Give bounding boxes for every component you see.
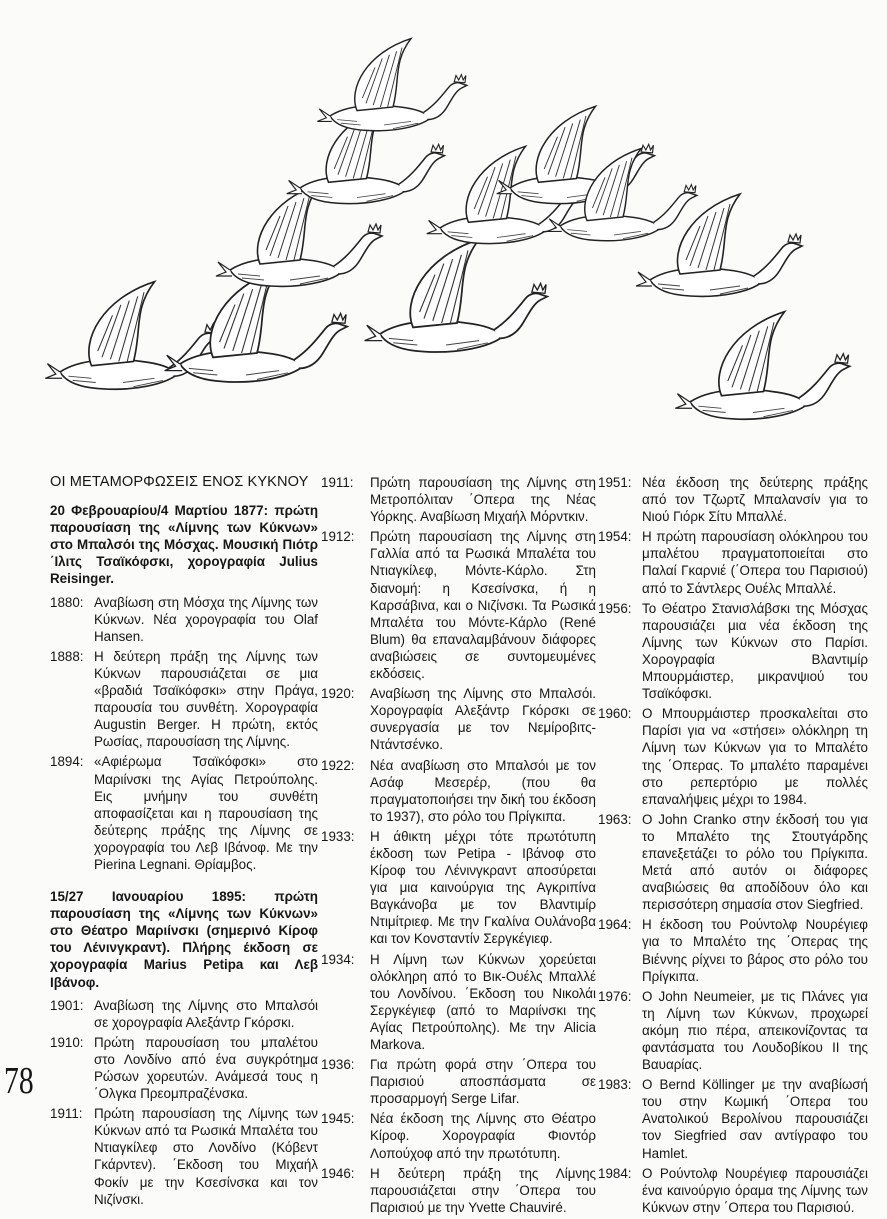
timeline-entry xyxy=(598,600,868,703)
entry-text: Η δεύτερη πράξη της Λίμνης παρουσιάζεται στην ΄Οπερα του Παρισιού με την Yvette Chauviré. xyxy=(370,1165,596,1215)
timeline-entry xyxy=(598,1076,868,1161)
entry-text: Αναβίωση της Λίμνης στο Μπαλσόι σε χορογραφία Αλεξάντρ Γκόρσκι. xyxy=(94,997,318,1030)
entry-text: Πρώτη παρουσίαση της Λίμνης στη Μετροπόλιταν ΄Οπερα της Νέας Υόρκης. Αναβίωση Μιχαήλ Μόρντκιν. xyxy=(370,475,596,525)
entry-text: Πρώτη παρουσίαση του μπαλέτου στο Λονδίνο από ένα συγκρότημα Ρώσων χορευτών. Ανάμεσά τους η ΄Ολγκα Πρεομπραζένσκα. xyxy=(94,1034,318,1102)
timeline-entry xyxy=(50,997,318,1031)
entry-year: 1964: xyxy=(598,917,632,933)
entry-year: 1888: xyxy=(50,648,84,664)
timeline-entry xyxy=(50,648,318,751)
timeline-entry xyxy=(321,1056,596,1107)
entry-text: Ο Μπουρμάιστερ προσκαλείται στο Παρίσι για να «στήσει» ολόκληρη τη Λίμνη των Κύκνων για το Μπαλέτο της ΄Οπερας. Το μπαλέτο παραμένει στο ρεπερτόριο με πολλές επαναλήψεις μέχρι το 1984. xyxy=(642,706,868,807)
timeline-list-1 xyxy=(50,594,318,874)
entry-year: 1911: xyxy=(321,475,354,490)
column-2 xyxy=(321,474,596,1219)
entry-year: 1951: xyxy=(598,475,632,490)
timeline-entry xyxy=(598,988,868,1073)
entry-text: Πρώτη παρουσίαση της Λίμνης των Κύκνων από τα Ρωσικά Μπαλέτα του Ντιαγκίλεφ στο Λονδίνο (Κόβεντ Γκάρντεν). ΄Εκδοση του Μιχαήλ Φοκίν με την Κσεσίνσκα και τον Νιζίνσκι. xyxy=(94,1106,318,1207)
entry-text: Ο John Neumeier, με τις Πλάνες για τη Λίμνη των Κύκνων, προχωρεί ακόμη πιο πέρα, απεικονίζοντας τα φαντάσματα του Λουδοβίκου ΙΙ της Βαυαρίας. xyxy=(642,988,868,1073)
entry-text: Ο Ρούντολφ Νουρέγιεφ παρουσιάζει ένα καινούργιο όραμα της Λίμνης των Κύκνων στην ΄Οπερα του Παρισιού. xyxy=(642,1165,868,1215)
entry-text: Η δεύτερη πράξη της Λίμνης των Κύκνων παρουσιάζεται σε μια «βραδιά Τσαϊκόφσκι» στην Πράγα, παρουσία του συνθέτη. Χορογραφία Augustin Berger. Η πρώτη, εκτός Ρωσίας, παρουσίαση της Λίμνης. xyxy=(94,648,318,750)
entry-year: 1920: xyxy=(321,686,355,702)
timeline-entry xyxy=(598,1165,868,1216)
timeline-entry xyxy=(598,916,868,984)
entry-text: Ο Bernd Köllinger με την αναβίωσή του στην Κωμική ΄Οπερα του Ανατολικού Βερολίνου παρουσιάζει τον Siegfried σαν αντίγραφο του Hamlet. xyxy=(642,1077,868,1161)
timeline-entry xyxy=(321,951,596,1054)
entry-year: 1934: xyxy=(321,951,355,967)
timeline-list-2 xyxy=(50,997,318,1208)
timeline-entry xyxy=(598,811,868,914)
entry-year: 1910: xyxy=(50,1034,84,1050)
timeline-entry xyxy=(321,1165,596,1216)
entry-text: Αναβίωση στη Μόσχα της Λίμνης των Κύκνων. Νέα χορογραφία του Olaf Hansen. xyxy=(94,594,318,644)
entry-year: 1956: xyxy=(598,600,632,616)
entry-text: Για πρώτη φορά στην ΄Οπερα του Παρισιού αποσπάσματα σε προσαρμογή Serge Lifar. xyxy=(370,1057,596,1107)
entry-text: Αναβίωση της Λίμνης στο Μπαλσόι. Χορογραφία Αλεξάντρ Γκόρσκι σε συνεργασία με τον Νεμίροβιτς-Ντάντσένκο. xyxy=(370,686,596,753)
timeline-entry xyxy=(50,1105,318,1208)
entry-text: Ο John Cranko στην έκδοσή του για το Μπαλέτο της Στουτγάρδης επανεξετάζει το ρόλο του Πρίγκιπα. Μετά από αυτόν οι διάφορες αναβιώσεις θα αποδίδουν όλο και περισσότερη σημασία στον Siegfried. xyxy=(642,811,868,913)
entry-text: Νέα αναβίωση στο Μπαλσόι με τον Ασάφ Μεσερέρ, (που θα πραγματοποιήσει την δική του έκδοση το 1937), στο ρόλο του Πρίγκιπα. xyxy=(370,757,596,824)
entry-text: Η άθικτη μέχρι τότε πρωτότυπη έκδοση των Petipa - Ιβάνοφ στο Κίροφ του Λένινγκραντ αποσύρεται για μια καινούργια της Αγκριπίνα Βαγκάνοβα με τον Βλαντιμίρ Ντιμίτριεφ. Με την Γκαλίνα Ουλάνοβα και τον Κονσταντίν Σεργκέγιεφ. xyxy=(370,828,596,947)
timeline-entry xyxy=(598,474,868,525)
timeline-entry xyxy=(321,828,596,948)
timeline-entry xyxy=(321,474,596,525)
timeline-entry xyxy=(598,705,868,808)
page-number: 78 xyxy=(4,1060,34,1102)
entry-year: 1922: xyxy=(321,757,355,773)
timeline-entry xyxy=(50,1034,318,1102)
entry-text: Νέα έκδοση της Λίμνης στο Θέατρο Κίροφ. Χορογραφία Φιοντόρ Λοπούχοφ από την πρωτότυπη. xyxy=(370,1111,596,1161)
flying-swans-illustration xyxy=(0,0,887,470)
lead-premiere-1895: 15/27 Ιανουαρίου 1895: πρώτη παρουσίαση της «Λίμνης των Κύκνων» στο Θέατρο Μαριίνσκι (σημερινό Κίροφ του Λένινγκραντ). Πλήρης έκδοση σε χορογραφία Marius Petipa και Λεβ Ιβάνοφ. xyxy=(50,889,318,990)
entry-year: 1963: xyxy=(598,811,632,827)
timeline-entry xyxy=(321,685,596,753)
entry-year: 1945: xyxy=(321,1111,355,1127)
entry-text: Η πρώτη παρουσίαση ολόκληρου του μπαλέτου πραγματοποιείται στο Παλαί Γκαρνιέ (΄Οπερα του Παρισιού) από το Σάντλερς Ουέλς Μπαλλέ. xyxy=(642,529,868,596)
entry-year: 1936: xyxy=(321,1057,355,1073)
entry-text: «Αφιέρωμα Τσαϊκόφσκι» στο Μαριίνσκι της Αγίας Πετρούπολης. Εις μνήμην του συνθέτη αποφασίζεται και η παρουσίαση της δεύτερης πράξης της Λίμνης σε χορογραφία του Λεβ Ιβάνοφ. Με την Pierina Legnani. Θρίαμβος. xyxy=(94,754,318,872)
timeline-entry xyxy=(50,594,318,645)
entry-year: 1912: xyxy=(321,529,355,545)
entry-year: 1946: xyxy=(321,1165,355,1181)
entry-year: 1911: xyxy=(50,1106,83,1122)
entry-year: 1933: xyxy=(321,828,355,844)
entry-year: 1954: xyxy=(598,529,632,545)
timeline-entry xyxy=(321,757,596,825)
entry-year: 1984: xyxy=(598,1165,632,1181)
column-1 xyxy=(50,474,318,1211)
entry-year: 1894: xyxy=(50,754,84,770)
entry-year: 1960: xyxy=(598,706,632,722)
timeline-entry xyxy=(598,528,868,596)
article-heading: ΟΙ ΜΕΤΑΜΟΡΦΩΣΕΙΣ ΕΝΟΣ ΚΥΚΝΟΥ xyxy=(50,474,309,490)
entry-year: 1976: xyxy=(598,988,632,1004)
entry-text: Η έκδοση του Ρούντολφ Νουρέγιεφ για το Μπαλέτο της ΄Οπερας της Βιέννης ρίχνει το βάρος στο ρόλο του Πρίγκιπα. xyxy=(642,917,868,984)
entry-text: Το Θέατρο Στανισλάβσκι της Μόσχας παρουσιάζει μια νέα έκδοση της Λίμνης των Κύκνων στο Παρίσι. Χορογραφία Βλαντιμίρ Μπουρμάιστερ, μικρανψιού του Τσαϊκόφσκι. xyxy=(642,600,868,702)
entry-text: Η Λίμνη των Κύκνων χορεύεται ολόκληρη από το Βικ-Ουέλς Μπαλλέ του Λονδίνου. ΄Εκδοση του Νικολάι Σεργκέγιεφ (από το Μαριίνσκι της Αγίας Πετρούπολης). Με την Alicia Markova. xyxy=(370,951,596,1052)
lead-premiere-1877: 20 Φεβρουαρίου/4 Μαρτίου 1877: πρώτη παρουσίαση της «Λίμνης των Κύκνων» στο Μπαλσόι της Μόσχας. Μουσική Πιότρ ΄Ιλιτς Τσαϊκόφσκι, χορογραφία Julius Reisinger. xyxy=(50,503,318,587)
entry-year: 1901: xyxy=(50,997,84,1013)
entry-year: 1983: xyxy=(598,1077,632,1093)
timeline-entry xyxy=(321,1110,596,1161)
entry-text: Νέα έκδοση της δεύτερης πράξης από τον Τζωρτζ Μπαλανσίν για το Νιού Γιόρκ Σίτυ Μπαλλέ. xyxy=(642,475,868,525)
timeline-entry xyxy=(321,528,596,682)
entry-year: 1880: xyxy=(50,594,84,610)
column-3 xyxy=(598,474,868,1219)
entry-text: Πρώτη παρουσίαση της Λίμνης στη Γαλλία από τα Ρωσικά Μπαλέτα του Ντιαγκίλεφ, Μόντε-Κάρλο. Στη διανομή: η Κσεσίνσκα, ή η Καρσάβινα, και ο Νιζίνσκι. Τα Ρωσικά Μπαλέτα του Μόντε-Κάρλο (René Blum) θα επαναλαμβάνουν διάφορες αναβιώσεις σε συντομευμένες εκδόσεις. xyxy=(370,529,596,682)
timeline-entry xyxy=(50,753,318,873)
